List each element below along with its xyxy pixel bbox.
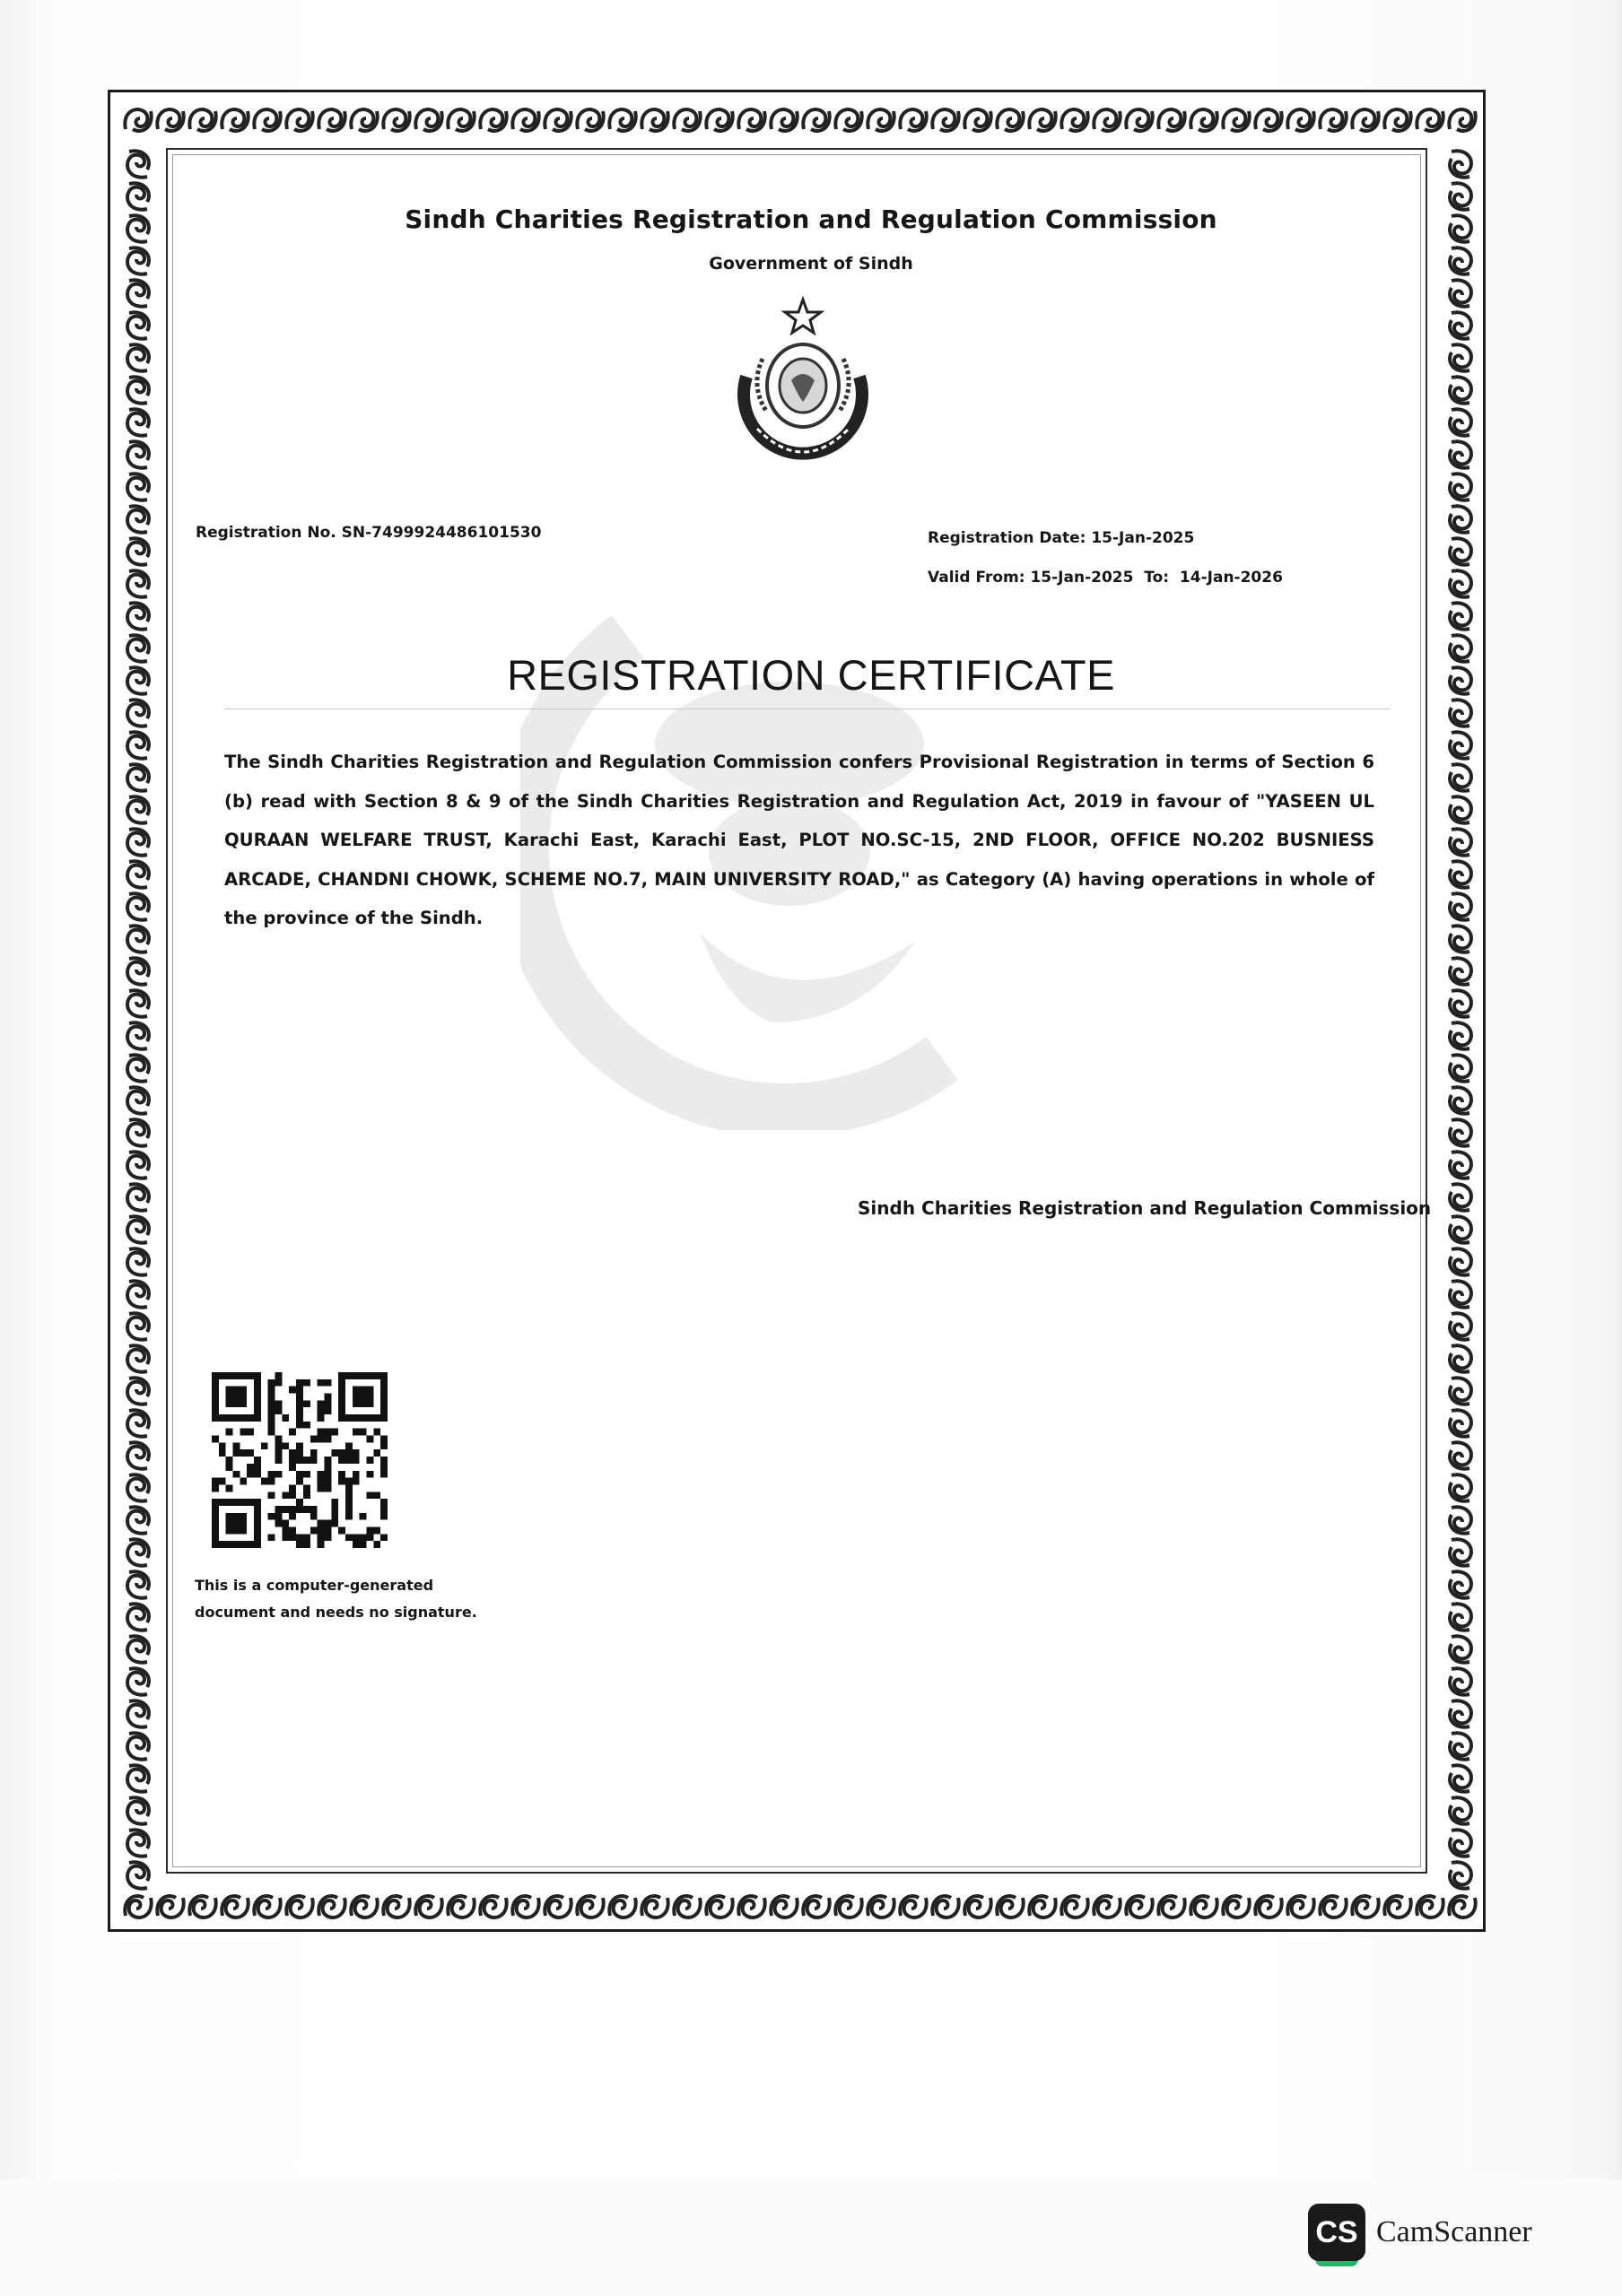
government-subtitle: Government of Sindh xyxy=(709,254,913,274)
certificate-body: The Sindh Charities Registration and Regulation Commission confers Provisional Registration in terms of Section 6 (b) read with Section 8 & 9 of the Sindh Charities Registration and Regulation Act, 2019 in favour of "YASEEN UL QURAAN WELFARE TRUST, Karachi East, Karachi East, PLOT NO.SC-15, 2ND FLOOR, OFFICE NO.202 BUSNIESS ARCADE, CHANDNI CHOWK, SCHEME NO.7, MAIN UNIVERSITY ROAD," as Category (A) having operations in whole of the province of the Sindh. xyxy=(224,752,1374,928)
note-line-1: This is a computer-generated xyxy=(195,1577,434,1594)
camscanner-logo-icon: CS xyxy=(1308,2204,1365,2261)
camscanner-badge xyxy=(1308,2204,1532,2261)
certificate-title: REGISTRATION CERTIFICATE xyxy=(507,651,1115,699)
note-line-2: document and needs no signature. xyxy=(195,1604,477,1621)
camscanner-name: CamScanner xyxy=(1376,2215,1532,2248)
registration-date: Registration Date: 15-Jan-2025 xyxy=(928,529,1195,547)
commission-title: Sindh Charities Registration and Regulation Commission xyxy=(405,204,1217,234)
registration-number: Registration No. SN-7499924486101530 xyxy=(196,524,542,542)
computer-generated-note xyxy=(195,1572,571,1626)
validity-period: Valid From: 15-Jan-2025 To: 14-Jan-2026 xyxy=(928,569,1283,587)
issuing-authority: Sindh Charities Registration and Regulation Commission xyxy=(858,1197,1432,1219)
qr-code-icon xyxy=(212,1370,388,1550)
sindh-emblem-icon xyxy=(721,296,885,475)
